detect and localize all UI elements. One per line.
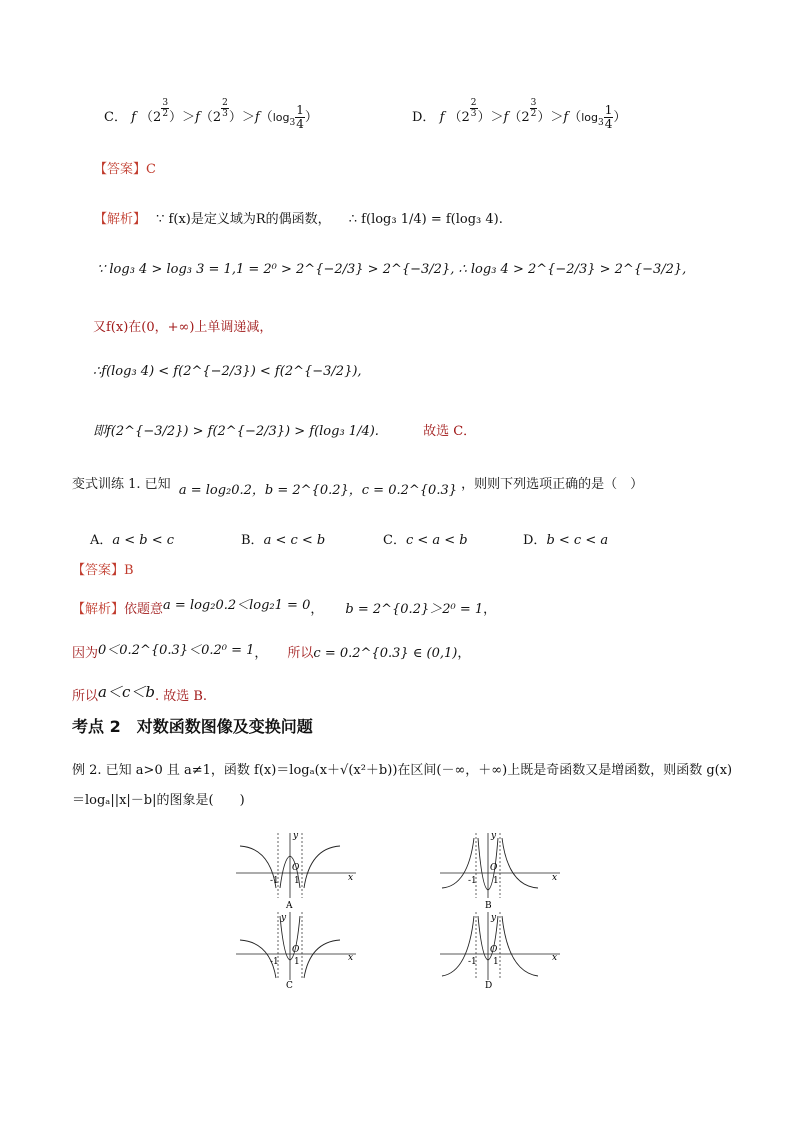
curve-right	[304, 940, 340, 978]
analysis-2-because: 因为	[72, 646, 99, 661]
curve-left	[442, 916, 474, 976]
option-letter: A．	[90, 533, 113, 548]
option-c	[104, 98, 318, 131]
analysis-2-order: a＜c＜b	[98, 683, 155, 701]
option-letter: B．	[241, 533, 264, 548]
variant-prefix: 变式训练 1. 已知	[72, 477, 171, 492]
graph-options	[228, 828, 568, 988]
analysis-1-conclusion: ∴ f(log₃ 1/4) = f(log₃ 4).	[348, 212, 503, 227]
graph-d-label: D	[485, 981, 493, 988]
variant-suffix: ，则则下列选项正确的是（ ）	[461, 477, 644, 492]
answer-label: 【答案】	[94, 162, 147, 177]
curve-right	[502, 838, 538, 888]
x-label: x	[348, 873, 354, 883]
option-d	[412, 98, 627, 131]
option-letter: C．	[383, 533, 406, 548]
curve-right	[502, 916, 538, 976]
origin-label: O	[292, 863, 300, 873]
answer-value: B	[124, 563, 134, 578]
analysis-1-line-1	[94, 208, 503, 227]
variant-formula: a = log₂0.2，b = 2^{0.2}，c = 0.2^{0.3}	[178, 483, 457, 498]
analysis-1-line-4: ∴f(log₃ 4) < f(2^{−2/3}) < f(2^{−3/2}),	[93, 364, 362, 379]
answer-label: 【答案】	[72, 563, 125, 578]
analysis-2-line-1	[72, 598, 496, 617]
option-text: c < a < b	[405, 533, 468, 548]
analysis-2-c-bound: 0＜0.2^{0.3}＜0.2⁰ = 1	[98, 643, 255, 658]
variant-option-b	[241, 529, 325, 548]
y-label: y	[293, 831, 299, 841]
variant-option-d	[523, 529, 608, 548]
answer-1	[94, 158, 156, 177]
analysis-1-choice: 故选 C．	[423, 424, 477, 439]
example-2-line-2: ＝logₐ||x|－b|的图象是( )	[72, 793, 245, 808]
option-text: a < b < c	[112, 533, 175, 548]
analysis-2-intro: 依题意	[124, 602, 164, 617]
analysis-2-so: 所以	[72, 689, 99, 704]
one-label: 1	[294, 957, 300, 967]
option-d-formula: f （2 $^{\frac{2}{3}}$ ）＞f（2 $^{\frac{3}{2}}$ ）$>f(\log_3$ $\frac{1}{4}$ ）	[439, 98, 627, 131]
option-c-letter: C．	[104, 110, 127, 125]
graph-b	[440, 831, 560, 911]
origin-label: O	[292, 945, 300, 955]
origin-label: O	[490, 863, 498, 873]
separator: ，	[254, 646, 268, 661]
y-label: y	[281, 913, 287, 923]
analysis-2-c-range: c = 0.2^{0.3} ∈ (0,1)	[313, 646, 458, 661]
one-label: 1	[493, 876, 499, 886]
separator: ，	[483, 602, 497, 617]
neg-one-label: -1	[468, 876, 477, 886]
option-letter: D．	[523, 533, 547, 548]
analysis-2-b-value: b = 2^{0.2}＞2⁰ = 1	[345, 602, 484, 617]
graph-a-label: A	[286, 901, 293, 911]
separator: ，	[310, 602, 324, 617]
analysis-2-a-value: a = log₂0.2＜log₂1 = 0	[163, 598, 311, 613]
example-2-line-1: 例 2. 已知 a>0 且 a≠1，函数 f(x)＝logₐ(x＋√(x²＋b))在区间(－∞，＋∞)上既是奇函数又是增函数，则函数 g(x)	[72, 763, 733, 778]
neg-one-label: -1	[270, 876, 279, 886]
analysis-1-result: 即f(2^{−3/2}) > f(2^{−2/3}) > f(log₃ 1/4).	[93, 424, 379, 439]
analysis-2-choice: . 故选 B.	[154, 689, 208, 704]
option-c-formula: f （2 $^{\frac{3}{2}}$ ）＞f（2 $^{\frac{2}{3}}$ ）$>f(\log_3$ $\frac{1}{4}$ ）	[131, 98, 318, 131]
origin-label: O	[490, 945, 498, 955]
answer-2	[72, 559, 134, 578]
one-label: 1	[493, 957, 499, 967]
option-d-letter: D．	[412, 110, 436, 125]
y-label: y	[491, 913, 497, 923]
graph-b-label: B	[485, 901, 492, 911]
section-heading: 考点 2 对数函数图像及变换问题	[72, 717, 313, 736]
variant-option-c	[383, 529, 468, 548]
variant-question	[72, 473, 644, 498]
graph-c	[236, 912, 356, 988]
analysis-2-line-3	[72, 684, 207, 705]
separator: ，	[457, 646, 471, 661]
option-text: a < c < b	[263, 533, 326, 548]
analysis-1-line-2: ∵ log₃ 4 > log₃ 3 = 1,1 = 2⁰ > 2^{−2/3} > 2^{−3/2}, ∴ log₃ 4 > 2^{−2/3} > 2^{−3/2},	[97, 262, 687, 277]
x-label: x	[552, 873, 558, 883]
graph-d	[440, 912, 560, 988]
graph-a	[236, 831, 356, 911]
graph-c-label: C	[286, 981, 293, 988]
neg-one-label: -1	[270, 957, 279, 967]
analysis-1-line-3: 又f(x)在(0，+∞)上单调递减，	[93, 320, 273, 335]
option-text: b < c < a	[546, 533, 609, 548]
analysis-label: 【解析】	[94, 212, 147, 227]
analysis-2-line-2	[72, 642, 470, 661]
neg-one-label: -1	[468, 957, 477, 967]
analysis-1-premise: ∵ f(x)是定义域为R的偶函数，	[156, 212, 331, 227]
one-label: 1	[294, 876, 300, 886]
curve-right	[304, 846, 340, 888]
y-label: y	[491, 831, 497, 841]
variant-option-a	[90, 529, 174, 548]
answer-value: C	[146, 162, 156, 177]
analysis-label: 【解析】	[72, 602, 125, 617]
analysis-2-therefore: 所以	[287, 646, 314, 661]
x-label: x	[552, 953, 558, 963]
x-label: x	[348, 953, 354, 963]
analysis-1-line-5	[93, 420, 476, 439]
